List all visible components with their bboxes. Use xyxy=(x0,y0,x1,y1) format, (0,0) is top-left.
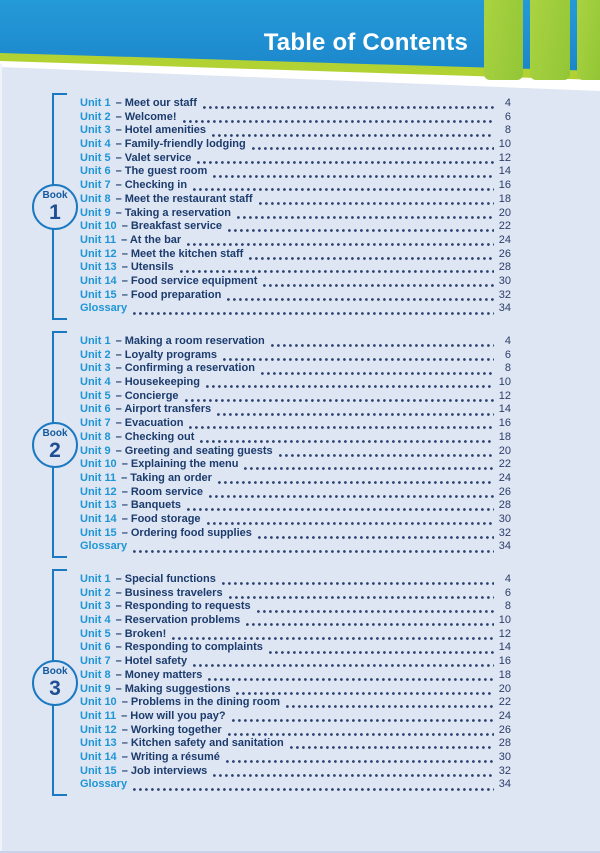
unit-label: Unit 6 xyxy=(80,403,111,416)
unit-label: Unit 13 xyxy=(80,737,117,750)
unit-label: Unit 14 xyxy=(80,274,117,287)
page-number: 32 xyxy=(498,764,511,777)
dot-leader xyxy=(244,466,494,471)
dot-leader xyxy=(187,507,494,512)
unit-label: Unit 4 xyxy=(80,138,111,151)
page-number: 28 xyxy=(498,261,511,274)
dot-leader xyxy=(249,256,494,261)
unit-title: – Special functions xyxy=(115,573,216,585)
dot-leader xyxy=(229,595,494,600)
unit-label: Unit 5 xyxy=(80,151,111,164)
unit-label: Unit 15 xyxy=(80,526,117,539)
unit-title: – Taking an order xyxy=(121,471,212,484)
dot-leader xyxy=(263,283,494,288)
unit-title: – Meet the restaurant staff xyxy=(115,192,253,205)
toc-entry xyxy=(80,614,511,628)
unit-title: – Room service xyxy=(121,485,204,498)
page-title: Table of Contents xyxy=(263,29,468,56)
unit-title: – Checking out xyxy=(115,430,195,443)
toc-entry xyxy=(80,573,511,587)
dot-leader xyxy=(133,787,494,792)
unit-label: Unit 2 xyxy=(80,586,111,599)
unit-title: – Breakfast service xyxy=(121,220,222,233)
toc-entry xyxy=(80,696,511,710)
dot-leader xyxy=(187,242,494,247)
toc-entry xyxy=(80,138,511,152)
unit-label: Unit 7 xyxy=(80,655,111,668)
dot-leader xyxy=(212,133,494,138)
unit-label: Unit 11 xyxy=(80,709,117,722)
toc-entry xyxy=(80,499,511,513)
book-section xyxy=(42,573,511,792)
page-number: 16 xyxy=(498,417,511,430)
unit-label: Unit 12 xyxy=(80,247,117,260)
dot-leader xyxy=(197,160,494,165)
toc-entry xyxy=(80,289,511,303)
book-badge-label: Book xyxy=(42,428,68,439)
unit-title: – Utensils xyxy=(121,261,174,274)
page-number: 24 xyxy=(498,471,511,484)
dot-leader xyxy=(193,663,494,668)
page-number: 4 xyxy=(504,573,511,585)
page-number: 18 xyxy=(498,668,511,681)
page-number: 18 xyxy=(498,430,511,443)
unit-label: Unit 6 xyxy=(80,165,111,178)
unit-title: – Taking a reservation xyxy=(115,206,231,219)
unit-label: Unit 9 xyxy=(80,444,111,457)
unit-title: – Making suggestions xyxy=(115,682,231,695)
page-number: 22 xyxy=(498,696,511,709)
page-left-edge xyxy=(0,64,2,853)
unit-title: – Explaining the menu xyxy=(121,458,239,471)
unit-label: Unit 8 xyxy=(80,192,111,205)
page-number: 32 xyxy=(498,288,511,301)
page-number: 22 xyxy=(498,458,511,471)
toc-entry xyxy=(80,179,511,193)
toc-entry xyxy=(80,220,511,234)
unit-title: – Making a room reservation xyxy=(115,335,265,347)
dot-leader xyxy=(279,453,494,458)
toc-entry xyxy=(80,472,511,486)
page-number: 30 xyxy=(498,750,511,763)
toc-entry xyxy=(80,587,511,601)
toc-entry xyxy=(80,751,511,765)
unit-label: Unit 11 xyxy=(80,471,117,484)
page-number: 12 xyxy=(498,151,511,164)
page-number: 14 xyxy=(498,165,511,178)
page-number: 32 xyxy=(498,526,511,539)
unit-label: Glossary xyxy=(80,302,128,315)
unit-label: Unit 1 xyxy=(80,335,111,347)
entry-list xyxy=(80,573,511,792)
unit-label: Unit 5 xyxy=(80,627,111,640)
page-number: 8 xyxy=(504,600,511,613)
toc-entry xyxy=(80,362,511,376)
unit-label: Unit 8 xyxy=(80,668,111,681)
toc-entry xyxy=(80,335,511,349)
book-badge xyxy=(32,660,78,706)
unit-label: Unit 3 xyxy=(80,124,111,137)
unit-title: – Money matters xyxy=(115,668,203,681)
page-number: 28 xyxy=(498,499,511,512)
page-number: 20 xyxy=(498,444,511,457)
book-badge xyxy=(32,422,78,468)
page-number: 12 xyxy=(498,389,511,402)
dot-leader xyxy=(209,494,494,499)
unit-label: Unit 1 xyxy=(80,573,111,585)
unit-label: Unit 7 xyxy=(80,179,111,192)
toc-entry xyxy=(80,540,511,554)
unit-title: – Food storage xyxy=(121,512,201,525)
unit-title: – Loyalty programs xyxy=(115,348,218,361)
dot-leader xyxy=(246,622,494,627)
unit-title: – How will you pay? xyxy=(121,709,226,722)
unit-title: – Reservation problems xyxy=(115,614,241,627)
unit-title: – Hotel safety xyxy=(115,655,188,668)
unit-label: Unit 2 xyxy=(80,110,111,123)
toc-entry xyxy=(80,124,511,138)
unit-label: Unit 9 xyxy=(80,682,111,695)
dot-leader xyxy=(290,745,494,750)
book-badge-label: Book xyxy=(42,190,68,201)
unit-title: – Writing a résumé xyxy=(121,750,220,763)
dot-leader xyxy=(207,521,494,526)
dot-leader xyxy=(252,146,494,151)
unit-label: Unit 13 xyxy=(80,499,117,512)
unit-label: Unit 9 xyxy=(80,206,111,219)
page-number: 30 xyxy=(498,274,511,287)
unit-title: – Kitchen safety and sanitation xyxy=(121,737,284,750)
toc-entry xyxy=(80,737,511,751)
dot-leader xyxy=(213,773,494,778)
unit-title: – Business travelers xyxy=(115,586,223,599)
dot-leader xyxy=(200,439,494,444)
page-number: 10 xyxy=(498,138,511,151)
toc-entry xyxy=(80,513,511,527)
green-tab-3 xyxy=(577,0,600,80)
toc-entry xyxy=(80,655,511,669)
book-badge-number: 3 xyxy=(49,677,61,700)
dot-leader xyxy=(271,343,494,348)
page-number: 20 xyxy=(498,682,511,695)
dot-leader xyxy=(183,119,495,124)
entry-list xyxy=(80,335,511,554)
dot-leader xyxy=(223,357,494,362)
toc-entry xyxy=(80,683,511,697)
page-number: 14 xyxy=(498,403,511,416)
unit-title: – Job interviews xyxy=(121,764,208,777)
dot-leader xyxy=(226,759,494,764)
unit-label: Unit 14 xyxy=(80,750,117,763)
unit-label: Unit 4 xyxy=(80,614,111,627)
toc-entry xyxy=(80,302,511,316)
toc-entry xyxy=(80,458,511,472)
page-number: 10 xyxy=(498,376,511,389)
dot-leader xyxy=(185,398,494,403)
toc-entry xyxy=(80,628,511,642)
toc-entry xyxy=(80,403,511,417)
page-number: 34 xyxy=(498,778,511,791)
toc-entry xyxy=(80,724,511,738)
unit-label: Unit 8 xyxy=(80,430,111,443)
dot-leader xyxy=(208,677,494,682)
unit-label: Unit 7 xyxy=(80,417,111,430)
unit-label: Unit 12 xyxy=(80,485,117,498)
page-number: 20 xyxy=(498,206,511,219)
toc-entry xyxy=(80,111,511,125)
page-number: 16 xyxy=(498,179,511,192)
toc-entry xyxy=(80,417,511,431)
unit-label: Unit 1 xyxy=(80,97,111,109)
unit-title: – Confirming a reservation xyxy=(115,362,255,375)
dot-leader xyxy=(172,636,494,641)
dot-leader xyxy=(236,691,494,696)
dot-leader xyxy=(133,311,494,316)
page-number: 24 xyxy=(498,233,511,246)
page-number: 34 xyxy=(498,302,511,315)
toc-entry xyxy=(80,486,511,500)
toc-entry xyxy=(80,765,511,779)
unit-title: – Food preparation xyxy=(121,288,222,301)
unit-title: – Banquets xyxy=(121,499,181,512)
book-badge-number: 2 xyxy=(49,439,61,462)
dot-leader xyxy=(218,480,494,485)
dot-leader xyxy=(193,187,494,192)
unit-title: – Responding to requests xyxy=(115,600,251,613)
toc-entry xyxy=(80,641,511,655)
unit-title: – Family-friendly lodging xyxy=(115,138,246,151)
dot-leader xyxy=(261,371,494,376)
entry-list xyxy=(80,97,511,316)
unit-label: Unit 3 xyxy=(80,600,111,613)
unit-title: – Housekeeping xyxy=(115,376,200,389)
unit-title: – Broken! xyxy=(115,627,167,640)
unit-label: Unit 15 xyxy=(80,288,117,301)
unit-label: Unit 14 xyxy=(80,512,117,525)
unit-title: – Airport transfers xyxy=(115,403,212,416)
dot-leader xyxy=(269,650,494,655)
page-number: 6 xyxy=(504,586,511,599)
toc-entry xyxy=(80,600,511,614)
toc-entry xyxy=(80,97,511,111)
toc-entry xyxy=(80,193,511,207)
page-number: 4 xyxy=(504,335,511,347)
dot-leader xyxy=(203,105,494,110)
toc-content xyxy=(0,97,600,811)
unit-label: Unit 6 xyxy=(80,641,111,654)
toc-entry xyxy=(80,349,511,363)
toc-entry xyxy=(80,669,511,683)
book-section xyxy=(42,335,511,554)
toc-entry xyxy=(80,248,511,262)
dot-leader xyxy=(259,201,495,206)
toc-entry xyxy=(80,445,511,459)
unit-label: Unit 15 xyxy=(80,764,117,777)
unit-title: – Concierge xyxy=(115,389,179,402)
page-number: 12 xyxy=(498,627,511,640)
unit-title: – Welcome! xyxy=(115,110,177,123)
unit-title: – Checking in xyxy=(115,179,188,192)
toc-entry xyxy=(80,710,511,724)
unit-label: Glossary xyxy=(80,778,128,791)
unit-title: – Responding to complaints xyxy=(115,641,263,654)
page-number: 26 xyxy=(498,247,511,260)
page-number: 6 xyxy=(504,348,511,361)
toc-entry xyxy=(80,207,511,221)
dot-leader xyxy=(222,581,494,586)
unit-title: – Food service equipment xyxy=(121,274,258,287)
dot-leader xyxy=(213,174,494,179)
unit-title: – Evacuation xyxy=(115,417,184,430)
page-number: 14 xyxy=(498,641,511,654)
book-badge-label: Book xyxy=(42,666,68,677)
dot-leader xyxy=(217,412,494,417)
unit-title: – The guest room xyxy=(115,165,208,178)
dot-leader xyxy=(237,215,494,220)
dot-leader xyxy=(257,609,494,614)
page-number: 8 xyxy=(504,124,511,137)
unit-label: Unit 4 xyxy=(80,376,111,389)
book-badge-number: 1 xyxy=(49,201,61,224)
page-number: 22 xyxy=(498,220,511,233)
unit-label: Unit 13 xyxy=(80,261,117,274)
unit-label: Unit 10 xyxy=(80,220,117,233)
dot-leader xyxy=(228,732,494,737)
unit-label: Unit 10 xyxy=(80,696,117,709)
toc-entry xyxy=(80,275,511,289)
dot-leader xyxy=(232,718,494,723)
unit-title: – Hotel amenities xyxy=(115,124,207,137)
unit-label: Unit 2 xyxy=(80,348,111,361)
page-number: 4 xyxy=(504,97,511,109)
unit-title: – Meet our staff xyxy=(115,97,197,109)
page-number: 26 xyxy=(498,485,511,498)
green-tab-1 xyxy=(484,0,523,80)
page-number: 26 xyxy=(498,723,511,736)
dot-leader xyxy=(206,384,494,389)
unit-title: – Valet service xyxy=(115,151,192,164)
page-number: 8 xyxy=(504,362,511,375)
dot-leader xyxy=(258,535,494,540)
book-section xyxy=(42,97,511,316)
page-number: 6 xyxy=(504,110,511,123)
unit-title: – Ordering food supplies xyxy=(121,526,252,539)
green-tab-2 xyxy=(530,0,570,80)
toc-entry xyxy=(80,390,511,404)
unit-title: – Working together xyxy=(121,723,222,736)
page-number: 16 xyxy=(498,655,511,668)
unit-label: Glossary xyxy=(80,540,128,553)
page-number: 30 xyxy=(498,512,511,525)
page-number: 34 xyxy=(498,540,511,553)
dot-leader xyxy=(189,425,494,430)
unit-label: Unit 10 xyxy=(80,458,117,471)
toc-entry xyxy=(80,376,511,390)
page-number: 10 xyxy=(498,614,511,627)
dot-leader xyxy=(227,297,494,302)
toc-entry xyxy=(80,152,511,166)
page-number: 18 xyxy=(498,192,511,205)
dot-leader xyxy=(228,228,494,233)
page-number: 24 xyxy=(498,709,511,722)
book-badge xyxy=(32,184,78,230)
unit-label: Unit 12 xyxy=(80,723,117,736)
toc-entry xyxy=(80,527,511,541)
toc-entry xyxy=(80,261,511,275)
toc-entry xyxy=(80,431,511,445)
unit-title: – At the bar xyxy=(121,233,182,246)
dot-leader xyxy=(133,549,494,554)
unit-label: Unit 3 xyxy=(80,362,111,375)
unit-title: – Greeting and seating guests xyxy=(115,444,273,457)
toc-entry xyxy=(80,165,511,179)
page-number: 28 xyxy=(498,737,511,750)
unit-title: – Problems in the dining room xyxy=(121,696,280,709)
dot-leader xyxy=(286,704,494,709)
unit-label: Unit 11 xyxy=(80,233,117,246)
toc-entry xyxy=(80,778,511,792)
dot-leader xyxy=(180,269,494,274)
unit-label: Unit 5 xyxy=(80,389,111,402)
toc-entry xyxy=(80,234,511,248)
unit-title: – Meet the kitchen staff xyxy=(121,247,244,260)
